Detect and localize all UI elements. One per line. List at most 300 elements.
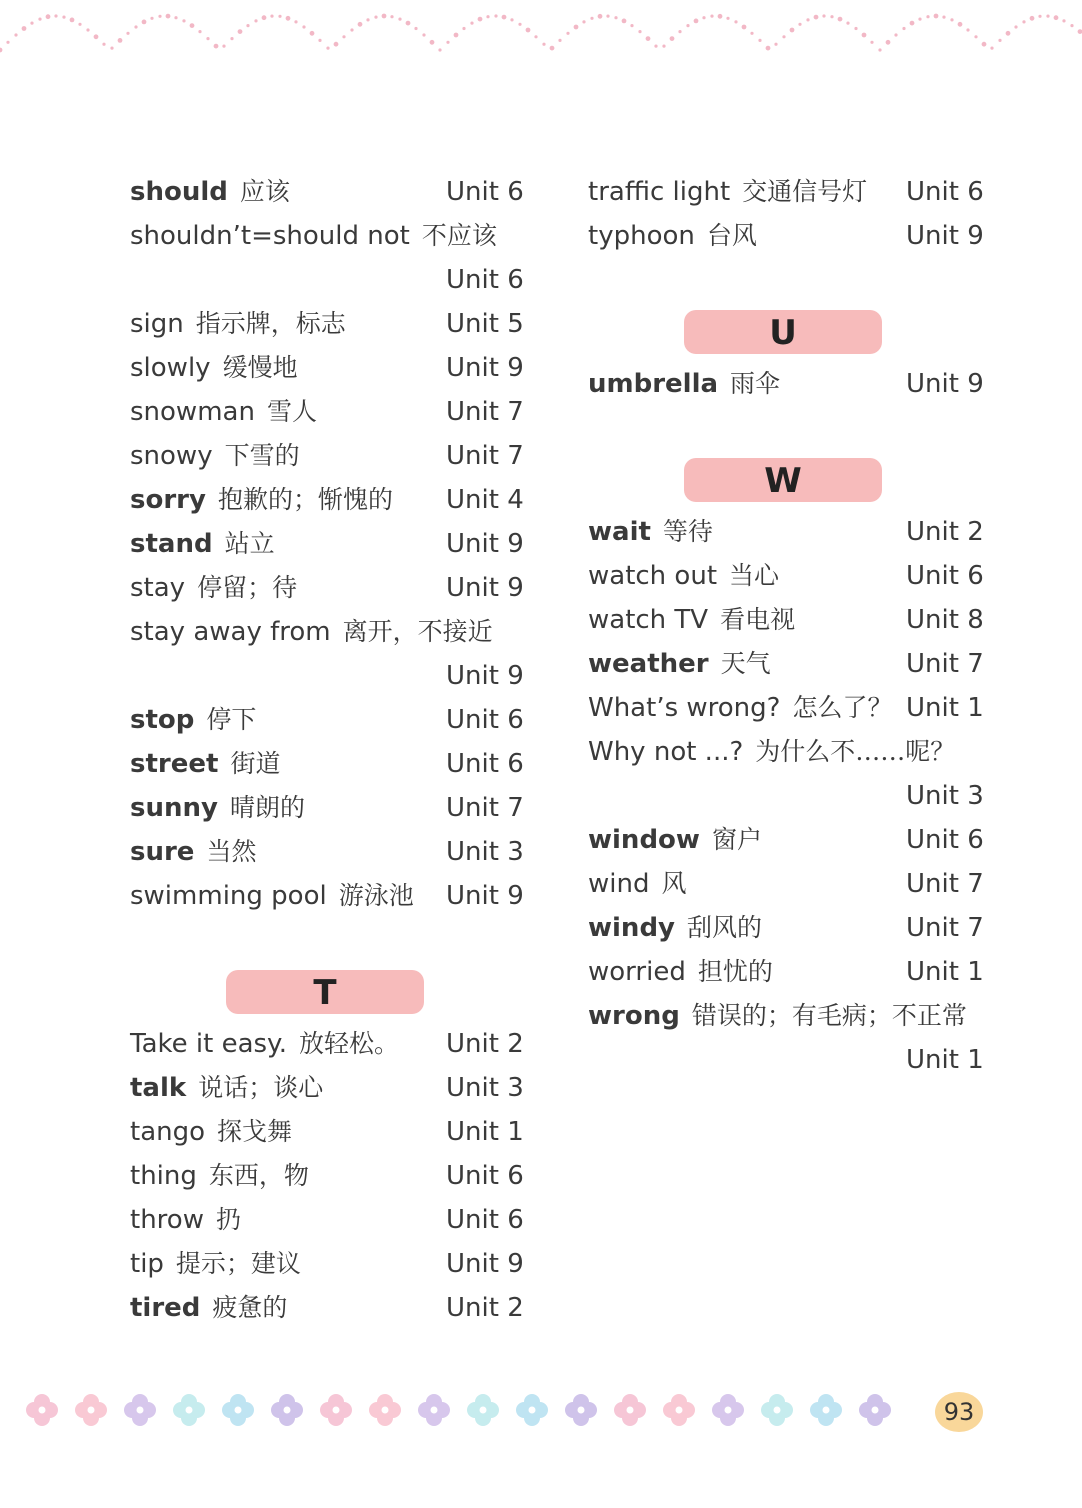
vocab-unit-reference: Unit 6: [446, 749, 524, 779]
entries-u-list: [588, 362, 988, 406]
border-dot: [814, 15, 819, 20]
vocab-word: wind: [588, 869, 650, 899]
vocab-entry: [130, 478, 530, 522]
border-dot: [998, 39, 1001, 42]
vocab-unit-reference: Unit 2: [906, 517, 984, 547]
vocab-word: sunny: [130, 793, 218, 823]
border-dot: [646, 36, 651, 41]
vocab-word: What’s wrong?: [588, 693, 781, 723]
border-dot: [46, 14, 51, 19]
flower-icon: [467, 1394, 499, 1426]
border-dot: [478, 17, 483, 22]
vocab-entry: [130, 1110, 530, 1154]
vocab-unit-reference: Unit 6: [446, 265, 524, 295]
border-dot: [686, 24, 689, 27]
border-dot: [142, 20, 147, 25]
entries-s-list: [130, 170, 530, 918]
flower-icon: [320, 1394, 352, 1426]
entries-t-continued-list: [588, 170, 988, 258]
border-dot: [398, 18, 401, 21]
vocab-word: should: [130, 177, 228, 207]
border-dot: [350, 28, 353, 31]
flower-icon: [712, 1394, 744, 1426]
border-dot: [1038, 15, 1041, 18]
right-column: [588, 170, 988, 1082]
vocab-entry: [588, 862, 988, 906]
border-dot: [414, 27, 417, 30]
border-dot: [206, 37, 209, 40]
top-dotted-border: [0, 0, 1082, 80]
vocab-unit-reference: Unit 5: [446, 309, 524, 339]
vocab-entry: [588, 730, 988, 818]
vocab-word: street: [130, 749, 219, 779]
flower-icon: [810, 1394, 842, 1426]
border-dot: [798, 23, 801, 26]
border-dot: [0, 48, 2, 53]
vocab-chinese-meaning: 放轻松。: [299, 1029, 400, 1058]
border-dot: [926, 15, 929, 18]
vocab-chinese-meaning: 天气: [720, 649, 771, 678]
vocab-chinese-meaning: 不应该: [421, 221, 497, 250]
vocab-word: thing: [130, 1161, 197, 1191]
flower-icon: [222, 1394, 254, 1426]
vocab-word: sure: [130, 837, 195, 867]
vocab-entry: [588, 906, 988, 950]
vocab-chinese-meaning: 错误的；有毛病；不正常: [691, 1001, 967, 1030]
border-dot: [934, 14, 939, 19]
vocab-unit-reference: Unit 7: [906, 649, 984, 679]
vocab-chinese-meaning: 指示牌，标志: [195, 309, 346, 338]
letter-header-u: U: [684, 310, 882, 354]
vocab-entry: [130, 1154, 530, 1198]
flower-icon: [173, 1394, 205, 1426]
border-dot: [654, 45, 657, 48]
vocab-chinese-meaning: 窗户: [711, 825, 762, 854]
border-dot: [262, 15, 267, 20]
flower-icon: [26, 1394, 58, 1426]
border-dot: [590, 17, 593, 20]
border-dot: [774, 43, 777, 46]
border-dot: [734, 20, 737, 23]
vocab-word: typhoon: [588, 221, 695, 251]
vocab-word: worried: [588, 957, 686, 987]
border-dot: [246, 24, 249, 27]
bottom-flower-border: [0, 1384, 920, 1434]
vocab-chinese-meaning: 刮风的: [687, 913, 763, 942]
vocab-chinese-meaning: 当心: [729, 561, 780, 590]
flower-icon: [663, 1394, 695, 1426]
vocab-unit-reference: Unit 6: [906, 177, 984, 207]
vocab-unit-reference: Unit 3: [906, 781, 984, 811]
vocab-word: Take it easy.: [130, 1029, 288, 1059]
vocab-chinese-meaning: 游泳池: [338, 881, 414, 910]
border-dot: [1046, 15, 1049, 18]
vocab-entry: [588, 362, 988, 406]
vocab-entry: [130, 610, 530, 698]
vocab-chinese-meaning: 探戈舞: [217, 1117, 293, 1146]
border-dot: [254, 19, 257, 22]
border-dot: [54, 14, 57, 17]
flower-icon: [369, 1394, 401, 1426]
border-dot: [438, 48, 441, 51]
border-dot: [150, 17, 153, 20]
border-dot: [382, 14, 387, 19]
flower-icon: [75, 1394, 107, 1426]
vocab-unit-reference: Unit 4: [446, 485, 524, 515]
border-dot: [958, 22, 963, 27]
vocab-entry: [130, 1286, 530, 1330]
border-dot: [614, 16, 617, 19]
vocab-word: swimming pool: [130, 881, 327, 911]
border-dot: [1054, 15, 1059, 20]
vocab-word: stay: [130, 573, 186, 603]
border-dot: [310, 31, 315, 36]
border-dot: [870, 41, 873, 44]
vocab-unit-reference: Unit 2: [446, 1293, 524, 1323]
border-dot: [126, 32, 129, 35]
border-dot: [198, 30, 201, 33]
flower-icon: [418, 1394, 450, 1426]
vocab-unit-reference: Unit 1: [906, 957, 984, 987]
border-dot: [910, 21, 915, 26]
border-dot: [1014, 25, 1017, 28]
vocab-entry: [588, 642, 988, 686]
letter-header-w: W: [684, 458, 882, 502]
vocab-word: tango: [130, 1117, 206, 1147]
border-dot: [758, 39, 761, 42]
border-dot: [622, 19, 627, 24]
vocab-unit-reference: Unit 7: [446, 397, 524, 427]
border-dot: [230, 37, 233, 40]
border-dot: [302, 25, 305, 28]
border-dot: [430, 40, 435, 45]
border-dot: [830, 15, 833, 18]
vocab-entry: [588, 170, 988, 214]
vocab-chinese-meaning: 为什么不……呢？: [755, 737, 956, 766]
vocab-unit-reference: Unit 7: [906, 913, 984, 943]
vocab-unit-reference: Unit 7: [446, 793, 524, 823]
vocab-unit-reference: Unit 6: [446, 705, 524, 735]
vocab-entry: [130, 742, 530, 786]
flower-icon: [614, 1394, 646, 1426]
flower-icon: [761, 1394, 793, 1426]
vocab-entry: [588, 598, 988, 642]
border-dot: [790, 28, 795, 33]
vocab-unit-reference: Unit 3: [446, 1073, 524, 1103]
vocab-entry: [130, 1242, 530, 1286]
border-dot: [550, 46, 555, 51]
vocab-chinese-meaning: 东西，物: [208, 1161, 309, 1190]
border-dot: [94, 34, 99, 39]
vocab-entry: [588, 994, 988, 1082]
flower-icon: [565, 1394, 597, 1426]
border-dot: [670, 36, 675, 41]
vocab-word: windy: [588, 913, 676, 943]
vocab-entry: [588, 214, 988, 258]
vocab-entry: [130, 390, 530, 434]
border-dot: [718, 14, 723, 19]
vocab-chinese-meaning: 停留；待: [197, 573, 298, 602]
border-dot: [366, 18, 369, 21]
border-dot: [22, 26, 27, 31]
vocab-unit-reference: Unit 7: [446, 441, 524, 471]
vocab-word: traffic light: [588, 177, 731, 207]
vocab-word: stay away from: [130, 617, 331, 647]
border-dot: [342, 35, 345, 38]
border-dot: [238, 29, 243, 34]
border-dot: [1078, 29, 1082, 34]
vocab-unit-reference: Unit 6: [906, 825, 984, 855]
vocab-chinese-meaning: 台风: [706, 221, 757, 250]
border-dot: [38, 18, 41, 21]
vocab-word: window: [588, 825, 700, 855]
vocab-word: stand: [130, 529, 213, 559]
vocab-word: snowy: [130, 441, 213, 471]
border-dot: [542, 43, 545, 46]
border-dot: [134, 25, 137, 28]
vocab-entry: [130, 1066, 530, 1110]
vocab-chinese-meaning: 离开，不接近: [342, 617, 493, 646]
border-dot: [1006, 31, 1011, 36]
vocab-word: slowly: [130, 353, 211, 383]
flower-icon: [271, 1394, 303, 1426]
vocab-word: tired: [130, 1293, 201, 1323]
border-dot: [190, 23, 195, 28]
vocab-entry: [588, 950, 988, 994]
vocab-chinese-meaning: 交通信号灯: [742, 177, 868, 206]
vocab-word: throw: [130, 1205, 204, 1235]
vocab-unit-reference: Unit 3: [446, 837, 524, 867]
vocab-unit-reference: Unit 6: [446, 1205, 524, 1235]
border-dot: [14, 33, 17, 36]
border-dot: [374, 16, 377, 19]
vocab-chinese-meaning: 下雪的: [224, 441, 300, 470]
vocab-word: Why not ...?: [588, 737, 744, 767]
border-dot: [566, 32, 569, 35]
vocab-chinese-meaning: 风: [661, 869, 687, 898]
border-dot: [1070, 24, 1073, 27]
border-dot: [966, 28, 969, 31]
vocab-chinese-meaning: 说话；谈心: [198, 1073, 324, 1102]
vocab-word: watch TV: [588, 605, 709, 635]
vocab-entry: [130, 1022, 530, 1066]
border-dot: [534, 35, 537, 38]
vocab-chinese-meaning: 提示；建议: [175, 1249, 301, 1278]
border-dot: [902, 27, 905, 30]
vocab-unit-reference: Unit 9: [446, 661, 524, 691]
vocab-unit-reference: Unit 1: [906, 1045, 984, 1075]
vocab-entry: [130, 170, 530, 214]
border-dot: [470, 22, 473, 25]
vocab-word: sign: [130, 309, 184, 339]
border-dot: [6, 41, 9, 44]
flower-icon: [516, 1394, 548, 1426]
border-dot: [1030, 16, 1035, 21]
border-dot: [110, 47, 113, 50]
vocab-entry: [588, 818, 988, 862]
border-dot: [462, 27, 465, 30]
border-dot: [750, 32, 753, 35]
border-dot: [158, 15, 161, 18]
vocab-word: talk: [130, 1073, 187, 1103]
border-dot: [678, 30, 681, 33]
border-dot: [942, 16, 945, 19]
border-dot: [822, 14, 825, 17]
border-dot: [358, 22, 363, 27]
vocab-word: wrong: [588, 1001, 680, 1031]
vocab-unit-reference: Unit 7: [906, 869, 984, 899]
border-dot: [62, 16, 65, 19]
border-dot: [838, 17, 843, 22]
vocab-unit-reference: Unit 8: [906, 605, 984, 635]
border-dot: [270, 15, 273, 18]
border-dot: [782, 35, 785, 38]
border-dot: [630, 24, 633, 27]
border-dot: [846, 22, 849, 25]
vocab-chinese-meaning: 抱歉的；惭愧的: [217, 485, 393, 514]
vocab-chinese-meaning: 缓慢地: [222, 353, 298, 382]
border-dot: [662, 45, 665, 48]
vocab-unit-reference: Unit 9: [906, 369, 984, 399]
vocab-chinese-meaning: 站立: [224, 529, 275, 558]
border-dot: [118, 38, 123, 43]
border-dot: [518, 23, 521, 26]
entries-w-list: [588, 510, 988, 1082]
border-dot: [510, 18, 513, 21]
vocab-unit-reference: Unit 2: [446, 1029, 524, 1059]
border-dot: [494, 14, 497, 17]
letter-header-t: T: [226, 970, 424, 1014]
border-dot: [918, 18, 921, 21]
border-dot: [174, 16, 177, 19]
vocab-entry: [130, 434, 530, 478]
vocab-entry: [130, 302, 530, 346]
border-dot: [334, 42, 339, 47]
vocab-unit-reference: Unit 6: [446, 177, 524, 207]
border-dot: [894, 33, 897, 36]
border-dot: [878, 48, 881, 51]
vocab-unit-reference: Unit 6: [906, 561, 984, 591]
vocab-unit-reference: Unit 9: [446, 353, 524, 383]
border-dot: [182, 19, 185, 22]
vocab-unit-reference: Unit 6: [446, 1161, 524, 1191]
border-dot: [406, 21, 411, 26]
vocab-word: sorry: [130, 485, 206, 515]
vocab-unit-reference: Unit 1: [446, 1117, 524, 1147]
vocab-unit-reference: Unit 9: [446, 1249, 524, 1279]
border-dot: [454, 33, 459, 38]
vocab-entry: [588, 686, 988, 730]
border-dot: [30, 22, 33, 25]
vocab-chinese-meaning: 停下: [206, 705, 257, 734]
border-dot: [558, 39, 561, 42]
flower-icon: [124, 1394, 156, 1426]
border-dot: [702, 16, 705, 19]
border-dot: [214, 44, 219, 49]
border-dot: [726, 17, 729, 20]
vocab-entry: [130, 786, 530, 830]
vocab-unit-reference: Unit 9: [906, 221, 984, 251]
page-number: 93: [935, 1392, 983, 1432]
border-dot: [974, 35, 977, 38]
border-dot: [806, 18, 809, 21]
vocab-unit-reference: Unit 9: [446, 881, 524, 911]
border-dot: [222, 45, 225, 48]
border-dot: [526, 28, 531, 33]
vocab-chinese-meaning: 应该: [239, 177, 290, 206]
vocab-entry: [130, 522, 530, 566]
border-dot: [598, 14, 603, 19]
border-dot: [278, 15, 281, 18]
vocab-word: stop: [130, 705, 195, 735]
vocab-chinese-meaning: 当然: [206, 837, 257, 866]
vocab-entry: [130, 214, 530, 302]
vocab-unit-reference: Unit 9: [446, 573, 524, 603]
border-dot: [606, 15, 609, 18]
vocab-chinese-meaning: 雪人: [266, 397, 317, 426]
left-column: [130, 170, 530, 1330]
border-dot: [318, 39, 321, 42]
vocab-word: watch out: [588, 561, 718, 591]
flower-icon: [859, 1394, 891, 1426]
border-dot: [286, 16, 291, 21]
border-dot: [422, 33, 425, 36]
border-dot: [102, 43, 105, 46]
vocab-chinese-meaning: 雨伞: [730, 369, 781, 398]
border-dot: [1022, 20, 1025, 23]
border-dot: [638, 30, 641, 33]
vocab-word: tip: [130, 1249, 164, 1279]
vocab-chinese-meaning: 疲惫的: [212, 1293, 288, 1322]
border-dot: [990, 47, 993, 50]
vocab-word: snowman: [130, 397, 255, 427]
border-dot: [694, 19, 699, 24]
border-dot: [78, 23, 81, 26]
border-dot: [982, 42, 987, 47]
vocab-word: wait: [588, 517, 651, 547]
vocab-chinese-meaning: 晴朗的: [229, 793, 305, 822]
border-dot: [294, 20, 297, 23]
vocab-unit-reference: Unit 1: [906, 693, 984, 723]
border-dot: [710, 15, 713, 18]
vocab-entry: [130, 566, 530, 610]
border-dot: [86, 28, 89, 31]
vocab-word: shouldn’t=should not: [130, 221, 410, 251]
vocab-entry: [130, 874, 530, 918]
border-dot: [742, 25, 747, 30]
border-dot: [326, 47, 329, 50]
border-dot: [766, 46, 771, 51]
border-dot: [862, 33, 867, 38]
vocab-entry: [588, 510, 988, 554]
vocab-word: weather: [588, 649, 709, 679]
vocab-chinese-meaning: 怎么了？: [792, 693, 893, 722]
border-dot: [582, 20, 585, 23]
vocab-entry: [130, 830, 530, 874]
border-dot: [574, 25, 579, 30]
border-dot: [886, 40, 891, 45]
vocab-word: umbrella: [588, 369, 719, 399]
border-dot: [854, 27, 857, 30]
border-dot: [446, 41, 449, 44]
border-dot: [502, 15, 507, 20]
vocab-unit-reference: Unit 9: [446, 529, 524, 559]
vocab-chinese-meaning: 扔: [215, 1205, 241, 1234]
border-dot: [950, 18, 953, 21]
border-dot: [390, 15, 393, 18]
border-dot: [1062, 19, 1065, 22]
vocab-entry: [588, 554, 988, 598]
